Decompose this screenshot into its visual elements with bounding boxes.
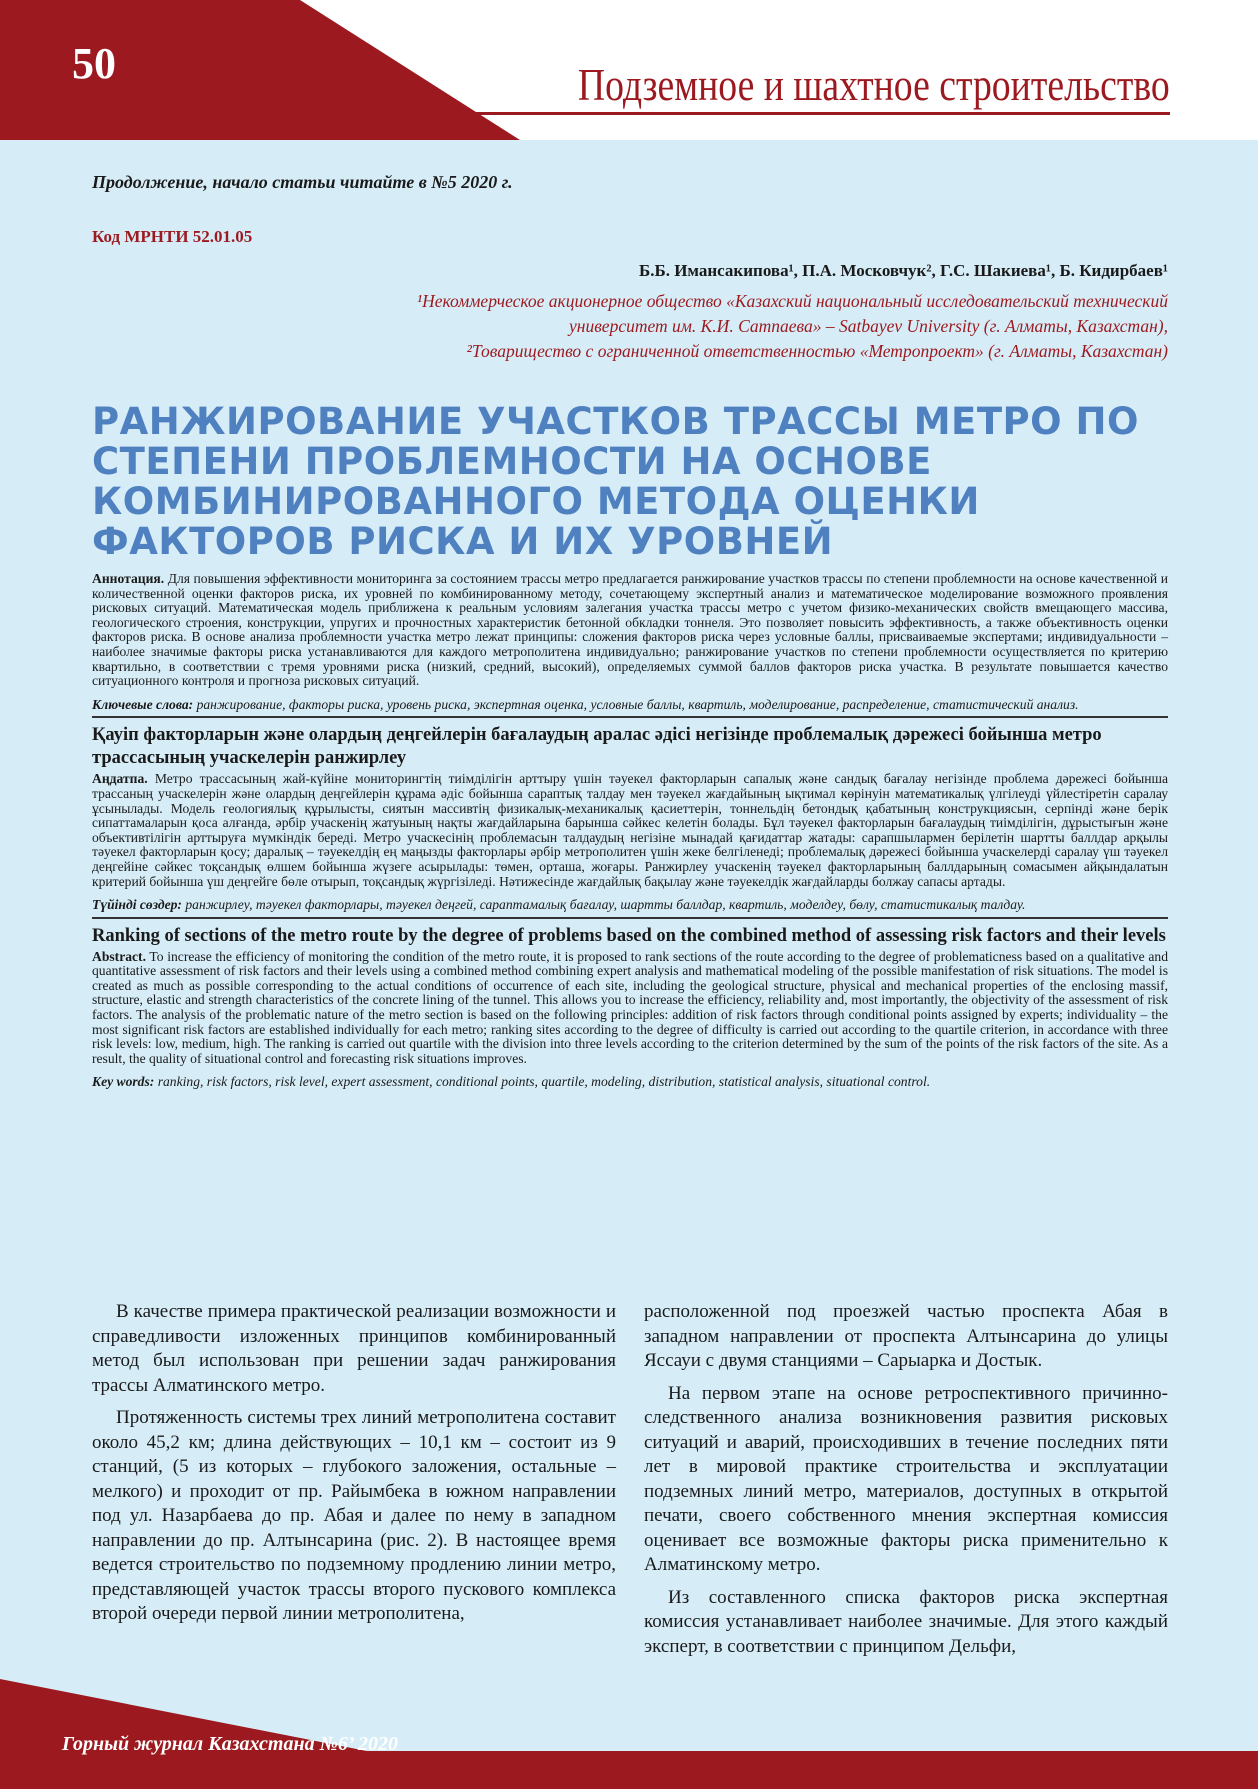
body-column-left [92, 1300, 616, 1667]
mrnti-code: Код МРНТИ 52.01.05 [92, 227, 253, 246]
kz-keywords [92, 898, 1168, 913]
journal-footer: Горный журнал Казахстана №6’ 2020 [62, 1733, 399, 1755]
body-paragraph: Протяженность системы трех линий метрополитена составит около 45,2 км; длина действующих – 10,1 км – состоит из 9 станций, (5 из которых – глубокого заложения, остальные – мелкого) и проходит от пр. Райымбека в южном направлении под ул. Назарбаева до пр. Абая и далее по нему в западном направлении до пр. Алтынсарина (рис. 2). В настоящее время ведется строительство по подземному продлению линии метро, представляющей участок трассы второго пускового комплекса второй очереди первой линии метрополитена, [92, 1407, 616, 1624]
ru-keywords [92, 698, 1168, 713]
divider-en [92, 917, 1168, 919]
en-keywords-text: ranking, risk factors, risk level, expert assessment, conditional points, quartile, modeling, distribution, statistical analysis, situational control. [157, 1074, 931, 1090]
body-column-right [644, 1300, 1168, 1667]
ru-abstract-lead: Аннотация. [92, 571, 165, 586]
kz-abstract-text: Метро трассасының жай-күйіне мониторингтің тиімділігін арттыру үшін тәуекел факторларын сапалық және сандық бағалау негізінде проблема дәрежесі бойынша трассаның учаскелерін және олардың деңгейлерін құрама әдіс бойынша сараптық талдау мен тәуекел жағдайының ықтимал көрінуін математикалық үлгілеуді үйлестіретін саралау ұсынылады. Модель геологиялық құрылысты, сиятын массивтің физикалық-механикалық қасиеттерін, тоннельдің бетондық қабатының конструкциясын, серпінді және берік сипаттамаларын қоса алғанда, әрбір учаскенің жатуының нақты жағдайларына барынша сәйкес келетін болады. Бұл тәуекел факторларын бағалаудың тиімділігін, дұрыстығын және объективтілігін арттыруға мүмкіндік береді. Метро учаскесінің проблемасын талдаудың негізіне мынадай қағидаттар жатады: сарапшылармен берілетін шартты баллдар арқылы тәуекел факторларын қосу; даралық – тәуекелдің ең маңызды факторлары әрбір метрополитен үшін жеке белгіленеді; проблемалық дәрежесі бойынша учаскелерді саралау үш тәуекел деңгейіне сәйкес тоқсандық өлшем бойынша жүзеге асырылады: төмен, орташа, жоғары. Ранжирлеу учаскенің тәуекел факторларының баллдарының сомасымен айқындалатын критерий бойынша үш деңгейге бөле отырып, тоқсандық жүргізіледі. Нәтижесінде жағдайлық бақылау және тәуекелдік жағдайларды болжау сапасы артады. [92, 771, 1169, 889]
ru-keywords-text: ранжирование, факторы риска, уровень риска, экспертная оценка, условные баллы, квартиль, моделирование, распределение, статистический анализ. [196, 696, 1079, 712]
body-paragraph: В качестве примера практической реализации возможности и справедливости изложенных принципов комбинированный метод был использован при решении задач ранжирования трассы Алматинского метро. [92, 1301, 616, 1396]
section-title: Подземное и шахтное строительство [578, 59, 1170, 110]
en-keywords-lead: Key words: [92, 1074, 155, 1090]
page-number: 50 [72, 39, 116, 88]
body-paragraph: расположенной под проезжей частью проспекта Абая в западном направлении от проспекта Алтынсарина до улицы Яссауи с двумя станциями – Сарыарка и Достык. [644, 1301, 1168, 1371]
en-keywords [92, 1075, 1168, 1090]
en-abstract-text: To increase the efficiency of monitoring the condition of the metro route, it is proposed to rank sections of the route according to the degree of problematicness based on a qualitative and quantitative assessment of risk factors and their levels using a combined method combining expert analysis and mathematical modeling of the possible manifestation of risk situations. The model is created as much as possible corresponding to the actual conditions of occurrence of each site, including the geological structure, physical and mechanical properties of the enclosing massif, structure, elastic and strength characteristics of the concrete lining of the tunnel. This allows you to increase the efficiency, reliability and, most importantly, the objectivity of the assessment of risk factors. The analysis of the problematic nature of the metro section is based on the following principles: addition of risk factors through conditional points assigned by experts; individuality – the most significant risk factors are established individually for each metro; ranking sites according to the degree of difficulty is carried out according to the quartile criterion, in accordance with three risk levels: low, medium, high. The ranking is carried out quartile with the division into three levels according to the criterion determined by the sum of the points of the risk factors of the site. As a result, the quality of situational control and forecasting risk situations improves. [92, 948, 1168, 1066]
kz-abstract [92, 772, 1168, 889]
affiliation-line-2: университет им. К.И. Сатпаева» – Satbayev University (г. Алматы, Казахстан), [569, 316, 1168, 336]
body-paragraph: Из составленного списка факторов риска экспертная комиссия устанавливает наиболее значимые. Для этого каждый эксперт, в соответствии с принципом Дельфи, [644, 1586, 1168, 1657]
continued-note: Продолжение, начало статьи читайте в №5 2020 г. [92, 172, 513, 192]
article-front-matter [92, 172, 1168, 1094]
kz-abstract-lead: Аңдатпа. [92, 771, 148, 787]
en-abstract [92, 950, 1168, 1067]
en-title: Ranking of sections of the metro route by the degree of problems based on the combined method of assessing risk factors and their levels [92, 925, 1166, 946]
divider-kz [92, 716, 1168, 718]
ru-abstract [92, 572, 1168, 689]
ru-abstract-text: Для повышения эффективности мониторинга за состоянием трассы метро предлагается ранжирование участков трассы по степени проблемности на основе качественной и количественной оценки факторов риска, их уровней по комбинированному методу, сочетающему экспертный анализ и математическое моделирование возможного проявления рисковых ситуаций. Математическая модель приближена к реальным условиям залегания участка трассы метро с учетом физико-механических свойств вмещающего массива, геологического строения, конструкции, упругих и прочностных характеристик бетонной обкладки тоннеля. Это позволяет повысить эффективность, а также объективность оценки факторов риска. В основе анализа проблемности участка метро лежат принципы: сложения факторов риска через условные баллы, присваиваемые экспертами; индивидуальности – наиболее значимые факторы риска устанавливаются для каждого метрополитена индивидуально; ранжирование участков по степени проблемности осуществляется по критерию квартильно, в соответствии с тремя уровнями риска (низкий, средний, высокий), определяемых суммой баллов факторов риска участка. В результате повышается качество ситуационного контроля и прогноза рисковых ситуаций. [92, 571, 1168, 689]
kz-keywords-text: ранжирлеу, тәуекел факторлары, тәуекел деңгей, сараптамалық бағалау, шартты баллдар, квартиль, моделдеу, бөлу, статистикалық талдау. [185, 897, 1026, 913]
kz-title: Қауіп факторларын және олардың деңгейлерін бағалаудың аралас әдісі негізінде проблемалық дәрежесі бойынша метро трассасының учаскелерін ранжирлеу [92, 725, 1102, 769]
en-abstract-lead: Abstract. [92, 948, 146, 964]
affiliation-line-1: ¹Некоммерческое акционерное общество «Казахский национальный исследовательский технический [416, 291, 1168, 311]
authors: Б.Б. Имансакипова¹, П.А. Московчук², Г.С. Шакиева¹, Б. Кидирбаев¹ [638, 261, 1168, 280]
body-paragraph: На первом этапе на основе ретроспективного причинно-следственного анализа возникновения развития рисковых ситуаций и аварий, происходивших в течение последних пяти лет в мировой практике строительства и эксплуатации подземных линий метро, материалов, доступных в открытой печати, своего собственного мнения экспертная комиссия оценивает все возможные факторы риска применительно к Алматинскому метро. [644, 1382, 1168, 1575]
ru-keywords-lead: Ключевые слова: [92, 696, 194, 712]
header-rule [388, 112, 1170, 115]
affiliation-line-3: ²Товарищество с ограниченной ответственностью «Метропроект» (г. Алматы, Казахстан) [466, 341, 1168, 361]
article-title: РАНЖИРОВАНИЕ УЧАСТКОВ ТРАССЫ МЕТРО ПО СТЕПЕНИ ПРОБЛЕМНОСТИ НА ОСНОВЕ КОМБИНИРОВАННОГО МЕТОДА ОЦЕНКИ ФАКТОРОВ РИСКА И ИХ УРОВНЕЙ [92, 400, 1139, 563]
kz-keywords-lead: Түйінді сөздер: [92, 897, 182, 913]
body-columns [92, 1300, 1168, 1667]
